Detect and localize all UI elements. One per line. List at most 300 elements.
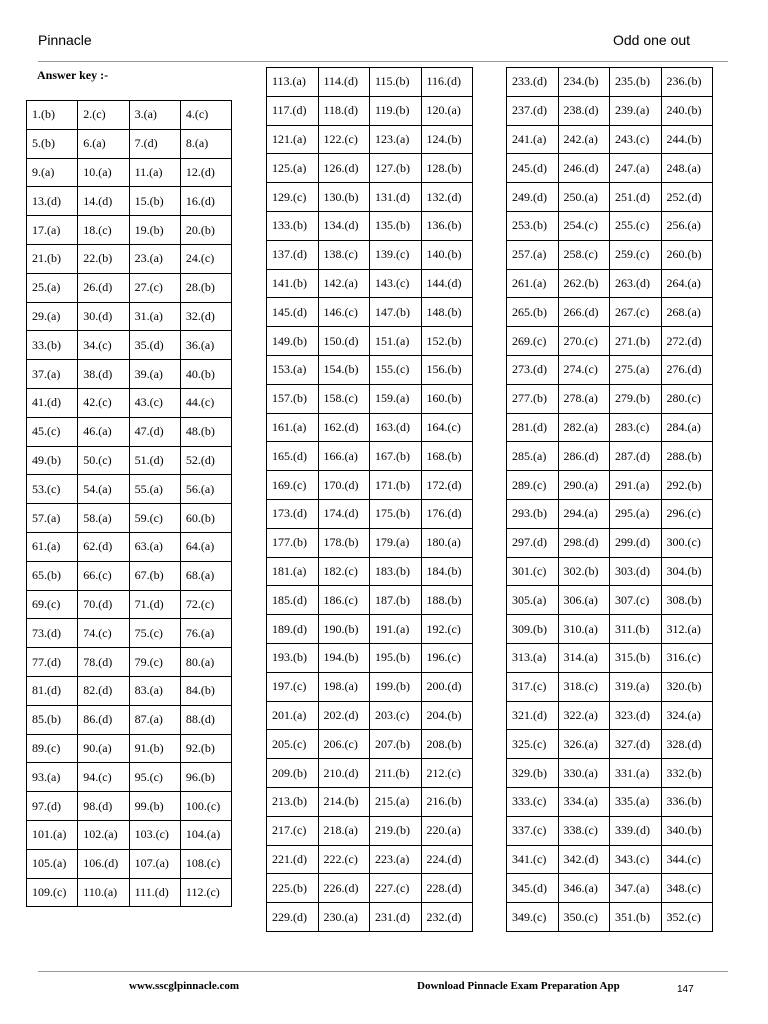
answer-cell: 163.(d): [370, 413, 422, 442]
table-row: [507, 413, 713, 442]
answer-cell: 101.(a): [27, 820, 78, 849]
answer-cell: 10.(a): [78, 158, 129, 187]
answer-cell: 7.(d): [129, 129, 180, 158]
answer-cell: 61.(a): [27, 532, 78, 561]
table-row: [507, 787, 713, 816]
answer-cell: 334.(a): [558, 787, 610, 816]
answer-cell: 182.(c): [318, 557, 370, 586]
answer-cell: 4.(c): [180, 101, 231, 130]
answer-cell: 318.(c): [558, 672, 610, 701]
answer-cell: 310.(a): [558, 615, 610, 644]
answer-cell: 98.(d): [78, 792, 129, 821]
answer-cell: 346.(a): [558, 874, 610, 903]
answer-cell: 26.(d): [78, 273, 129, 302]
table-row: [507, 643, 713, 672]
table-row: [507, 845, 713, 874]
table-row: [267, 730, 473, 759]
answer-cell: 224.(d): [421, 845, 473, 874]
answer-cell: 250.(a): [558, 183, 610, 212]
answer-cell: 82.(d): [78, 676, 129, 705]
answer-cell: 159.(a): [370, 384, 422, 413]
answer-cell: 60.(b): [180, 504, 231, 533]
answer-cell: 281.(d): [507, 413, 559, 442]
answer-cell: 21.(b): [27, 244, 78, 273]
answer-cell: 20.(b): [180, 216, 231, 245]
answer-cell: 219.(b): [370, 816, 422, 845]
answer-cell: 123.(a): [370, 125, 422, 154]
answer-cell: 43.(c): [129, 388, 180, 417]
table-row: [27, 446, 232, 475]
answer-cell: 5.(b): [27, 129, 78, 158]
answer-cell: 22.(b): [78, 244, 129, 273]
answer-cell: 239.(a): [610, 96, 662, 125]
answer-cell: 269.(c): [507, 327, 559, 356]
answer-cell: 351.(b): [610, 903, 662, 932]
answer-cell: 129.(c): [267, 183, 319, 212]
answer-cell: 145.(d): [267, 298, 319, 327]
header-chapter: Odd one out: [613, 32, 691, 48]
answer-cell: 17.(a): [27, 216, 78, 245]
answer-cell: 67.(b): [129, 561, 180, 590]
table-row: [507, 874, 713, 903]
table-row: [507, 384, 713, 413]
table-row: [507, 211, 713, 240]
answer-cell: 195.(b): [370, 643, 422, 672]
answer-cell: 350.(c): [558, 903, 610, 932]
answer-cell: 345.(d): [507, 874, 559, 903]
answer-cell: 122.(c): [318, 125, 370, 154]
table-row: [267, 471, 473, 500]
answer-cell: 198.(a): [318, 672, 370, 701]
answer-cell: 304.(b): [661, 557, 713, 586]
answer-cell: 212.(c): [421, 759, 473, 788]
answer-cell: 257.(a): [507, 240, 559, 269]
answer-cell: 260.(b): [661, 240, 713, 269]
answer-cell: 8.(a): [180, 129, 231, 158]
answer-cell: 237.(d): [507, 96, 559, 125]
answer-cell: 161.(a): [267, 413, 319, 442]
table-row: [507, 298, 713, 327]
answer-cell: 133.(b): [267, 211, 319, 240]
answer-cell: 76.(a): [180, 619, 231, 648]
answer-cell: 126.(d): [318, 154, 370, 183]
answer-cell: 2.(c): [78, 101, 129, 130]
answer-cell: 305.(a): [507, 586, 559, 615]
table-row: [507, 442, 713, 471]
answer-cell: 40.(b): [180, 360, 231, 389]
answer-cell: 317.(c): [507, 672, 559, 701]
table-row: [267, 615, 473, 644]
answer-cell: 349.(c): [507, 903, 559, 932]
answer-cell: 226.(d): [318, 874, 370, 903]
table-row: [27, 388, 232, 417]
answer-cell: 298.(d): [558, 528, 610, 557]
answer-cell: 268.(a): [661, 298, 713, 327]
table-row: [267, 125, 473, 154]
answer-cell: 207.(b): [370, 730, 422, 759]
answer-cell: 51.(d): [129, 446, 180, 475]
answer-cell: 56.(a): [180, 475, 231, 504]
answer-cell: 245.(d): [507, 154, 559, 183]
answer-cell: 50.(c): [78, 446, 129, 475]
answer-cell: 47.(d): [129, 417, 180, 446]
answer-cell: 284.(a): [661, 413, 713, 442]
answer-cell: 165.(d): [267, 442, 319, 471]
answer-cell: 276.(d): [661, 355, 713, 384]
answer-cell: 341.(c): [507, 845, 559, 874]
answer-cell: 172.(d): [421, 471, 473, 500]
table-row: [507, 355, 713, 384]
answer-cell: 240.(b): [661, 96, 713, 125]
answer-cell: 292.(b): [661, 471, 713, 500]
answer-cell: 308.(b): [661, 586, 713, 615]
table-row: [507, 672, 713, 701]
answer-cell: 174.(d): [318, 499, 370, 528]
answer-cell: 330.(a): [558, 759, 610, 788]
answer-cell: 321.(d): [507, 701, 559, 730]
table-row: [267, 240, 473, 269]
answer-cell: 338.(c): [558, 816, 610, 845]
answer-cell: 146.(c): [318, 298, 370, 327]
answer-cell: 140.(b): [421, 240, 473, 269]
answer-cell: 313.(a): [507, 643, 559, 672]
answer-cell: 347.(a): [610, 874, 662, 903]
answer-cell: 41.(d): [27, 388, 78, 417]
answer-cell: 15.(b): [129, 187, 180, 216]
answer-cell: 208.(b): [421, 730, 473, 759]
answer-cell: 273.(d): [507, 355, 559, 384]
table-row: [267, 586, 473, 615]
answer-cell: 315.(b): [610, 643, 662, 672]
answer-cell: 192.(c): [421, 615, 473, 644]
answer-cell: 39.(a): [129, 360, 180, 389]
answer-cell: 62.(d): [78, 532, 129, 561]
table-row: [27, 792, 232, 821]
answer-cell: 162.(d): [318, 413, 370, 442]
answer-cell: 155.(c): [370, 355, 422, 384]
answer-cell: 328.(d): [661, 730, 713, 759]
answer-cell: 196.(c): [421, 643, 473, 672]
table-row: [507, 154, 713, 183]
answer-cell: 134.(d): [318, 211, 370, 240]
answer-cell: 188.(b): [421, 586, 473, 615]
table-row: [27, 360, 232, 389]
answer-cell: 185.(d): [267, 586, 319, 615]
answer-cell: 169.(c): [267, 471, 319, 500]
answer-cell: 336.(b): [661, 787, 713, 816]
answer-cell: 115.(b): [370, 68, 422, 97]
table-row: [267, 787, 473, 816]
answer-cell: 306.(a): [558, 586, 610, 615]
answer-cell: 100.(c): [180, 792, 231, 821]
answer-cell: 229.(d): [267, 903, 319, 932]
table-row: [27, 849, 232, 878]
answer-cell: 65.(b): [27, 561, 78, 590]
answer-cell: 160.(b): [421, 384, 473, 413]
answer-cell: 118.(d): [318, 96, 370, 125]
answer-cell: 194.(b): [318, 643, 370, 672]
answer-cell: 136.(b): [421, 211, 473, 240]
answer-cell: 348.(c): [661, 874, 713, 903]
answer-cell: 201.(a): [267, 701, 319, 730]
answer-cell: 324.(a): [661, 701, 713, 730]
footer-website: www.sscglpinnacle.com: [129, 980, 239, 992]
answer-cell: 33.(b): [27, 331, 78, 360]
answer-cell: 181.(a): [267, 557, 319, 586]
answer-cell: 293.(b): [507, 499, 559, 528]
answer-cell: 215.(a): [370, 787, 422, 816]
answer-cell: 209.(b): [267, 759, 319, 788]
answer-cell: 54.(a): [78, 475, 129, 504]
answer-cell: 202.(d): [318, 701, 370, 730]
table-row: [267, 643, 473, 672]
table-row: [27, 561, 232, 590]
answer-cell: 59.(c): [129, 504, 180, 533]
answer-cell: 183.(b): [370, 557, 422, 586]
answer-cell: 95.(c): [129, 763, 180, 792]
table-row: [507, 183, 713, 212]
header-title: Pinnacle: [38, 32, 92, 48]
table-row: [27, 619, 232, 648]
answer-cell: 270.(c): [558, 327, 610, 356]
answer-cell: 91.(b): [129, 734, 180, 763]
answer-cell: 222.(c): [318, 845, 370, 874]
answer-cell: 179.(a): [370, 528, 422, 557]
answer-cell: 42.(c): [78, 388, 129, 417]
answer-cell: 57.(a): [27, 504, 78, 533]
answer-cell: 52.(d): [180, 446, 231, 475]
answer-cell: 238.(d): [558, 96, 610, 125]
table-row: [507, 528, 713, 557]
answer-cell: 124.(b): [421, 125, 473, 154]
table-row: [507, 586, 713, 615]
table-row: [267, 874, 473, 903]
answer-cell: 295.(a): [610, 499, 662, 528]
answer-cell: 249.(d): [507, 183, 559, 212]
answer-cell: 323.(d): [610, 701, 662, 730]
answer-cell: 267.(c): [610, 298, 662, 327]
table-row: [267, 499, 473, 528]
answer-cell: 12.(d): [180, 158, 231, 187]
answer-cell: 3.(a): [129, 101, 180, 130]
table-row: [507, 903, 713, 932]
answer-cell: 280.(c): [661, 384, 713, 413]
answer-cell: 340.(b): [661, 816, 713, 845]
table-row: [507, 730, 713, 759]
answer-cell: 70.(d): [78, 590, 129, 619]
answer-cell: 135.(b): [370, 211, 422, 240]
answer-cell: 142.(a): [318, 269, 370, 298]
answer-cell: 233.(d): [507, 68, 559, 97]
answer-cell: 171.(b): [370, 471, 422, 500]
answer-cell: 105.(a): [27, 849, 78, 878]
answer-cell: 44.(c): [180, 388, 231, 417]
answer-cell: 264.(a): [661, 269, 713, 298]
answer-cell: 307.(c): [610, 586, 662, 615]
answer-cell: 294.(a): [558, 499, 610, 528]
answer-cell: 99.(b): [129, 792, 180, 821]
table-row: [507, 615, 713, 644]
answer-cell: 132.(d): [421, 183, 473, 212]
answer-cell: 180.(a): [421, 528, 473, 557]
answer-cell: 203.(c): [370, 701, 422, 730]
answer-cell: 189.(d): [267, 615, 319, 644]
answer-cell: 177.(b): [267, 528, 319, 557]
answer-cell: 243.(c): [610, 125, 662, 154]
answer-cell: 272.(d): [661, 327, 713, 356]
answer-cell: 103.(c): [129, 820, 180, 849]
answer-cell: 262.(b): [558, 269, 610, 298]
answer-cell: 187.(b): [370, 586, 422, 615]
answer-cell: 34.(c): [78, 331, 129, 360]
table-row: [27, 504, 232, 533]
answer-cell: 127.(b): [370, 154, 422, 183]
answer-cell: 241.(a): [507, 125, 559, 154]
table-row: [27, 820, 232, 849]
answer-cell: 258.(c): [558, 240, 610, 269]
table-row: [267, 413, 473, 442]
answer-cell: 109.(c): [27, 878, 78, 907]
answer-cell: 251.(d): [610, 183, 662, 212]
answer-cell: 244.(b): [661, 125, 713, 154]
answer-cell: 291.(a): [610, 471, 662, 500]
table-row: [267, 701, 473, 730]
answer-cell: 93.(a): [27, 763, 78, 792]
table-row: [507, 327, 713, 356]
answer-cell: 29.(a): [27, 302, 78, 331]
table-row: [267, 759, 473, 788]
answer-cell: 342.(d): [558, 845, 610, 874]
answer-cell: 236.(b): [661, 68, 713, 97]
answer-cell: 335.(a): [610, 787, 662, 816]
table-row: [27, 302, 232, 331]
answer-cell: 149.(b): [267, 327, 319, 356]
answer-cell: 111.(d): [129, 878, 180, 907]
answer-cell: 211.(b): [370, 759, 422, 788]
answer-cell: 158.(c): [318, 384, 370, 413]
answer-cell: 234.(b): [558, 68, 610, 97]
answer-cell: 80.(a): [180, 648, 231, 677]
answer-cell: 216.(b): [421, 787, 473, 816]
answer-cell: 83.(a): [129, 676, 180, 705]
answer-cell: 191.(a): [370, 615, 422, 644]
answer-cell: 116.(d): [421, 68, 473, 97]
table-row: [27, 878, 232, 907]
table-row: [267, 68, 473, 97]
answer-cell: 218.(a): [318, 816, 370, 845]
answer-cell: 14.(d): [78, 187, 129, 216]
answer-cell: 94.(c): [78, 763, 129, 792]
answer-cell: 90.(a): [78, 734, 129, 763]
answer-cell: 193.(b): [267, 643, 319, 672]
table-row: [27, 129, 232, 158]
answer-cell: 147.(b): [370, 298, 422, 327]
answer-cell: 300.(c): [661, 528, 713, 557]
answer-cell: 117.(d): [267, 96, 319, 125]
answer-cell: 186.(c): [318, 586, 370, 615]
answer-cell: 139.(c): [370, 240, 422, 269]
page-number: 147: [677, 984, 694, 995]
answer-cell: 221.(d): [267, 845, 319, 874]
table-row: [267, 384, 473, 413]
answer-cell: 327.(d): [610, 730, 662, 759]
answer-cell: 204.(b): [421, 701, 473, 730]
answer-cell: 352.(c): [661, 903, 713, 932]
answer-cell: 18.(c): [78, 216, 129, 245]
answer-cell: 175.(b): [370, 499, 422, 528]
answer-cell: 246.(d): [558, 154, 610, 183]
table-row: [267, 327, 473, 356]
answer-cell: 81.(d): [27, 676, 78, 705]
answer-cell: 326.(a): [558, 730, 610, 759]
table-row: [267, 96, 473, 125]
table-row: [27, 532, 232, 561]
answer-cell: 73.(d): [27, 619, 78, 648]
answer-cell: 199.(b): [370, 672, 422, 701]
table-row: [507, 96, 713, 125]
answer-cell: 316.(c): [661, 643, 713, 672]
footer-divider: [38, 971, 728, 972]
table-row: [507, 759, 713, 788]
answer-cell: 75.(c): [129, 619, 180, 648]
answer-cell: 25.(a): [27, 273, 78, 302]
answer-cell: 299.(d): [610, 528, 662, 557]
answer-cell: 97.(d): [27, 792, 78, 821]
answer-cell: 153.(a): [267, 355, 319, 384]
answer-cell: 259.(c): [610, 240, 662, 269]
answer-cell: 108.(c): [180, 849, 231, 878]
answer-cell: 137.(d): [267, 240, 319, 269]
table-row: [267, 672, 473, 701]
table-row: [27, 101, 232, 130]
table-row: [507, 701, 713, 730]
answer-cell: 337.(c): [507, 816, 559, 845]
answer-cell: 143.(c): [370, 269, 422, 298]
answer-cell: 178.(b): [318, 528, 370, 557]
answer-cell: 87.(a): [129, 705, 180, 734]
answer-cell: 220.(a): [421, 816, 473, 845]
answer-cell: 282.(a): [558, 413, 610, 442]
answer-cell: 37.(a): [27, 360, 78, 389]
answer-cell: 319.(a): [610, 672, 662, 701]
answer-cell: 157.(b): [267, 384, 319, 413]
answer-cell: 112.(c): [180, 878, 231, 907]
answer-cell: 156.(b): [421, 355, 473, 384]
answer-cell: 46.(a): [78, 417, 129, 446]
table-row: [27, 216, 232, 245]
table-row: [27, 244, 232, 273]
table-row: [507, 471, 713, 500]
answer-cell: 296.(c): [661, 499, 713, 528]
answer-cell: 19.(b): [129, 216, 180, 245]
answer-cell: 228.(d): [421, 874, 473, 903]
answer-cell: 214.(b): [318, 787, 370, 816]
table-row: [267, 528, 473, 557]
answer-cell: 96.(b): [180, 763, 231, 792]
table-row: [507, 240, 713, 269]
answer-cell: 11.(a): [129, 158, 180, 187]
answer-cell: 283.(c): [610, 413, 662, 442]
answer-cell: 311.(b): [610, 615, 662, 644]
answer-cell: 86.(d): [78, 705, 129, 734]
answer-cell: 254.(c): [558, 211, 610, 240]
answer-cell: 225.(b): [267, 874, 319, 903]
answer-cell: 206.(c): [318, 730, 370, 759]
answer-cell: 84.(b): [180, 676, 231, 705]
answer-cell: 314.(a): [558, 643, 610, 672]
answer-cell: 53.(c): [27, 475, 78, 504]
answer-cell: 150.(d): [318, 327, 370, 356]
